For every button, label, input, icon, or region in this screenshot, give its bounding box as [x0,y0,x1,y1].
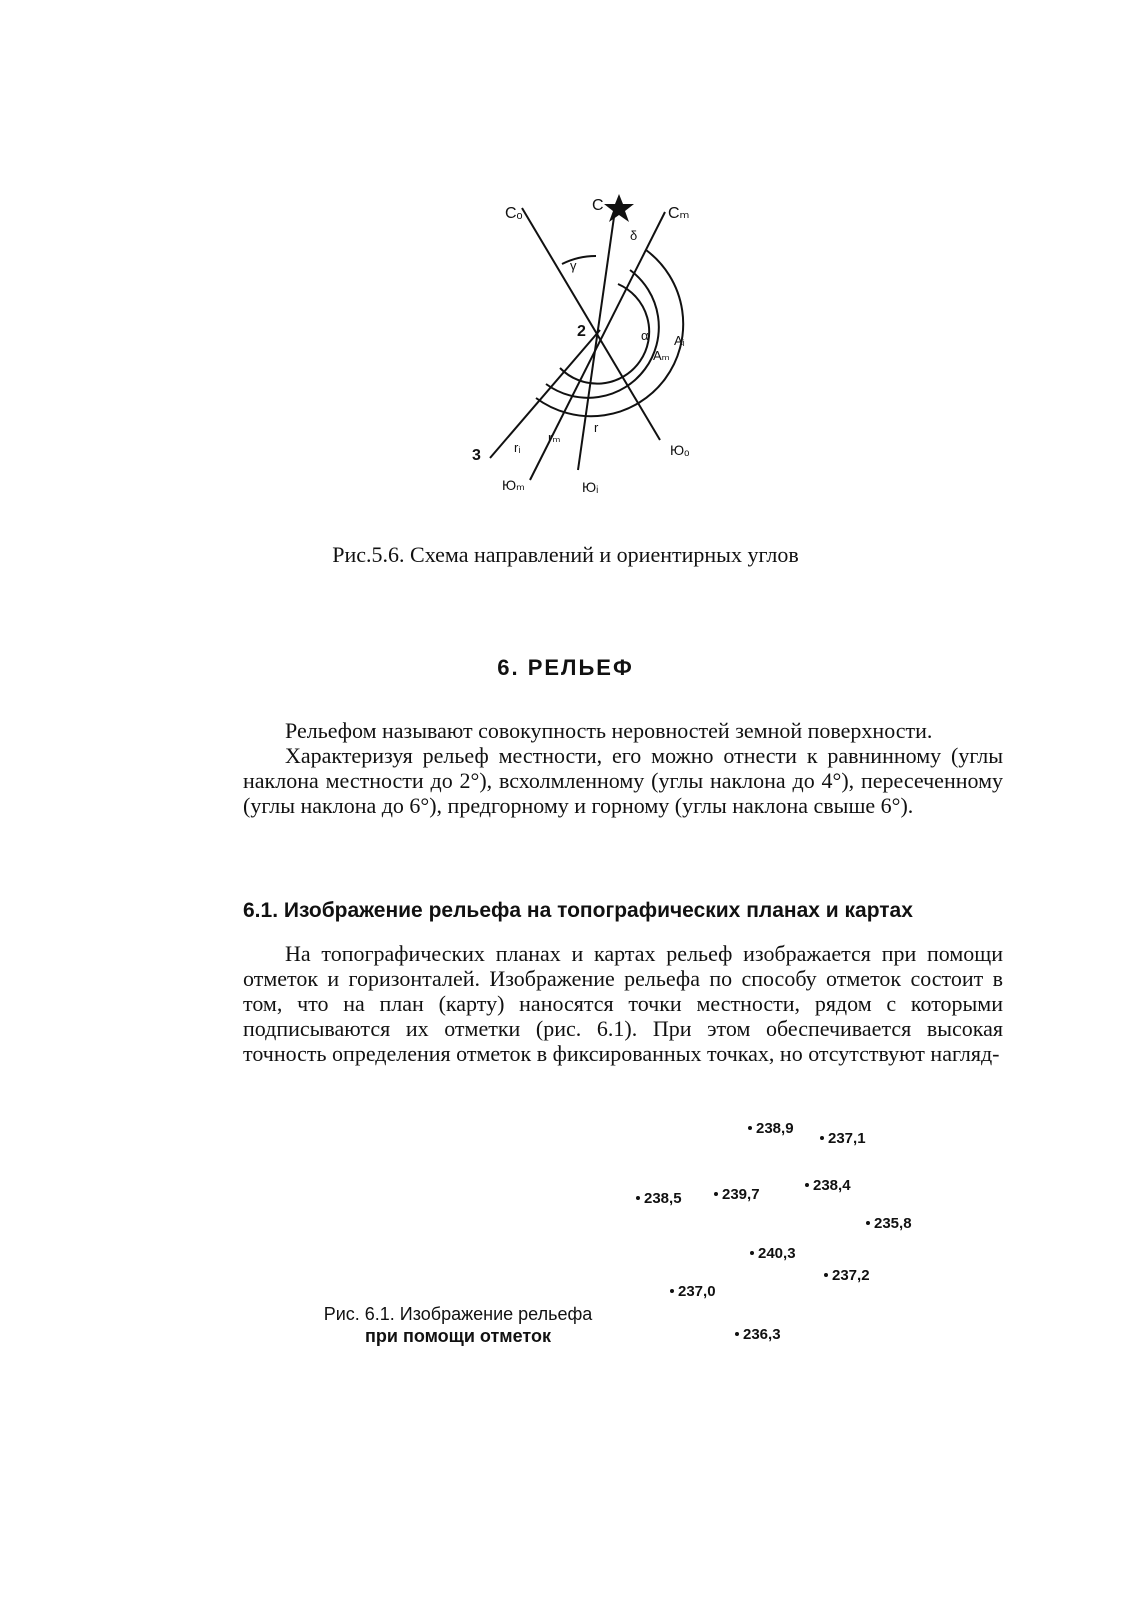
figure-5-6-caption: Рис.5.6. Схема направлений и ориентирных углов [332,542,799,567]
spot-height-mark: 238,5 [644,1190,682,1207]
spot-height-mark: 237,1 [828,1130,866,1147]
spot-height-mark: 237,2 [832,1267,870,1284]
label-north-axial: Сₒ [505,205,523,222]
label-alpha: α [641,328,649,343]
label-delta: δ [630,228,638,243]
label-azimuth-true: Aᵢ [674,333,685,348]
spot-height-mark: 235,8 [874,1215,912,1232]
spot-height-mark: 240,3 [758,1245,796,1262]
label-r: r [594,420,599,435]
label-south-magnetic: Юₘ [502,477,525,493]
section-title: 6.1. Изображение рельефа на топографических планах и картах [243,899,913,922]
label-point-2: 2 [577,323,586,340]
spot-heights-figure [600,1115,960,1355]
section-paragraph-1: На топографических планах и картах рельеф изображается при помощи отметок и горизонталей. Изображение рельефа по способу отметок состоит в том, что на план (карту) наносятся точки местности, рядом с которыми подписываются их отметки (рис. 6.1). При этом обеспечивается высокая точность определения отметок в фиксированных точках, но отсутствуют нагляд- [243,941,1003,1066]
spot-height-mark: 237,0 [678,1283,716,1300]
orientation-angles-diagram [450,180,730,510]
label-r-i: rᵢ [514,440,521,455]
spot-height-mark: 238,9 [756,1120,794,1137]
spot-height-mark: 236,3 [743,1326,781,1343]
spot-height-mark: 239,7 [722,1186,760,1203]
spot-height-mark: 238,4 [813,1177,851,1194]
section-text [243,941,1003,1066]
label-gamma: γ [570,258,577,273]
figure-6-1-caption [288,1303,628,1347]
label-point-3: 3 [472,447,481,464]
chapter-title: 6. РЕЛЬЕФ [497,655,634,680]
label-r-m: rₘ [548,430,561,445]
figure-6-1-caption-line-1: Рис. 6.1. Изображение рельефа [323,1304,593,1324]
label-north-true: С [592,197,604,214]
figure-6-1-caption-line-2: при помощи отметок [365,1326,551,1346]
label-azimuth-magnetic: Aₘ [653,348,670,363]
intro-paragraph-1: Рельефом называют совокупность неровностей земной поверхности. [285,718,933,743]
intro-paragraph-2: Характеризуя рельеф местности, его можно отнести к равнинному (углы наклона местности до 2°), всхолмленному (углы наклона до 4°), пересеченному (углы наклона до 6°), предгорному и горному (углы наклона свыше 6°). [243,743,1003,818]
label-north-magnetic: Сₘ [668,205,690,222]
intro-text [243,718,1003,818]
label-south-true: Юᵢ [582,479,599,495]
label-south-axial: Юₒ [670,442,690,458]
